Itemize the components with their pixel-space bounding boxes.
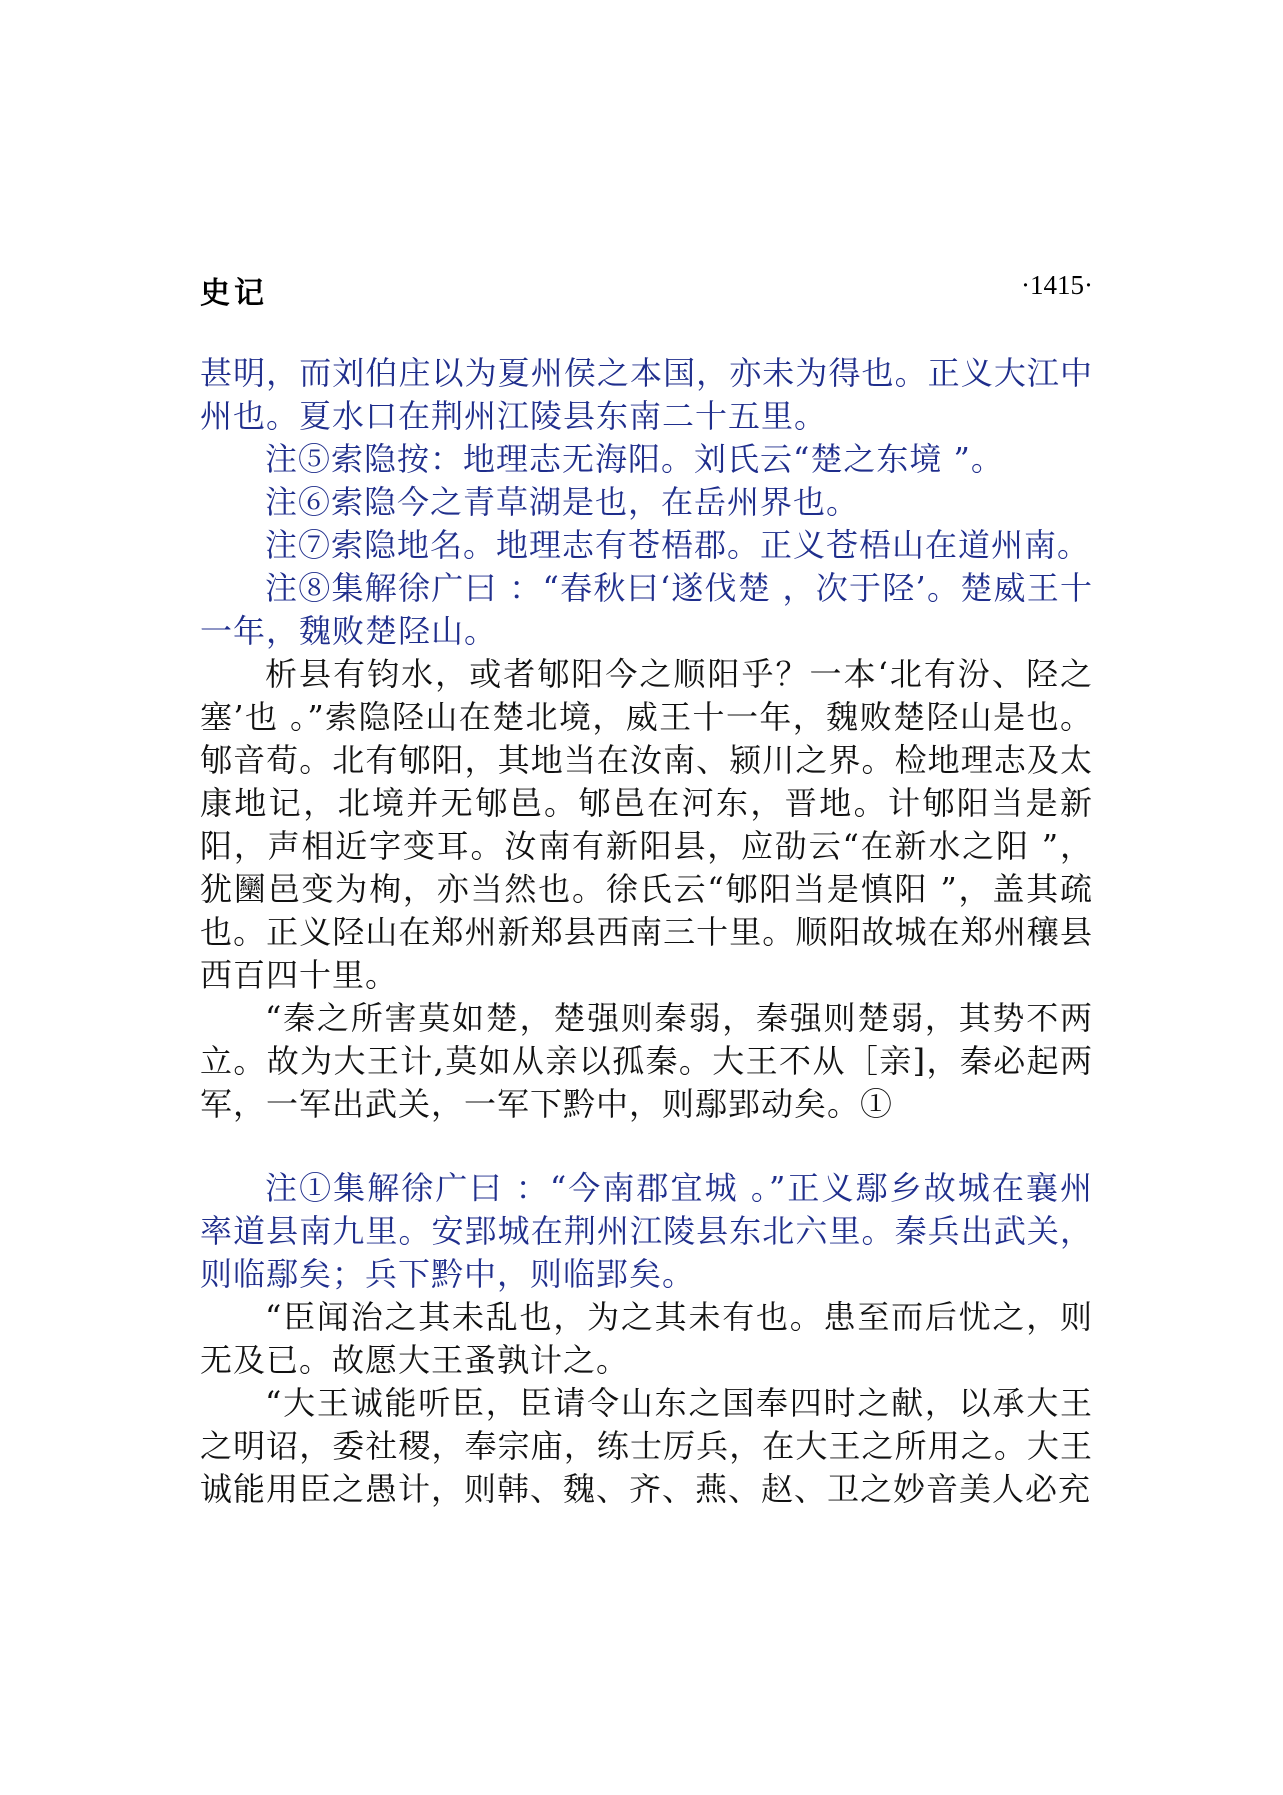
note-7: 注⑦索隐地名。地理志有苍梧郡。正义苍梧山在道州南。 (265, 526, 1091, 564)
note-continuation: 甚明，而刘伯庄以为夏州侯之本国，亦未为得也。正义大江中州也。夏水口在荆州江陵县东南二十五里。 (200, 354, 1093, 435)
main-text-paragraph: “大王诚能听臣，臣请令山东之国奉四时之献，以承大王之明诏，委社稷，奉宗庙，练士厉兵，在大王之所用之。大王诚能用臣之愚计，则韩、魏、齐、燕、赵、卫之妙音美人必充 (200, 1384, 1093, 1508)
page-body (200, 352, 1093, 1511)
note-8-continuation: 析县有钧水，或者郇阳今之顺阳乎？一本‘北有汾、陉之塞’也 。”索隐陉山在楚北境，威王十一年，魏败楚陉山是也。郇音荀。北有郇阳，其地当在汝南、颍川之界。检地理志及太康地记，北境并无郇邑。郇邑在河东，晋地。计郇阳当是新阳，声相近字变耳。汝南有新阳县，应劭云“在新水之阳 ”，犹圞邑变为栒，亦当然也。徐氏云“郇阳当是慎阳 ”，盖其疏也。正义陉山在郑州新郑县西南三十里。顺阳故城在郑州穰县西百四十里。 (200, 655, 1093, 994)
note-5: 注⑤索隐按：地理志无海阳。刘氏云“楚之东境 ”。 (265, 440, 1004, 478)
main-text-paragraph: “臣闻治之其未乱也，为之其未有也。患至而后忧之，则无及已。故愿大王蚤孰计之。 (200, 1298, 1093, 1379)
book-title: 史记 (200, 276, 268, 311)
note-6: 注⑥索隐今之青草湖是也，在岳州界也。 (265, 483, 860, 521)
page-number: ·1415· (1021, 270, 1093, 300)
page-header (200, 268, 1093, 312)
main-text-paragraph: “秦之所害莫如楚，楚强则秦弱，秦强则楚弱，其势不两立。故为大王计,莫如从亲以孤秦。大王不从［亲]，秦必起两军，一军出武关，一军下黔中，则鄢郢动矣。① (200, 999, 1093, 1123)
note-8: 注⑧集解徐广曰 ：“春秋曰‘遂伐楚 ，次于陉’。楚威王十一年，魏败楚陉山。 (200, 569, 1093, 650)
note-1: 注①集解徐广曰 ：“今南郡宜城 。”正义鄢乡故城在襄州率道县南九里。安郢城在荆州江陵县东北六里。秦兵出武关，则临鄢矣；兵下黔中，则临郢矣。 (200, 1169, 1093, 1293)
